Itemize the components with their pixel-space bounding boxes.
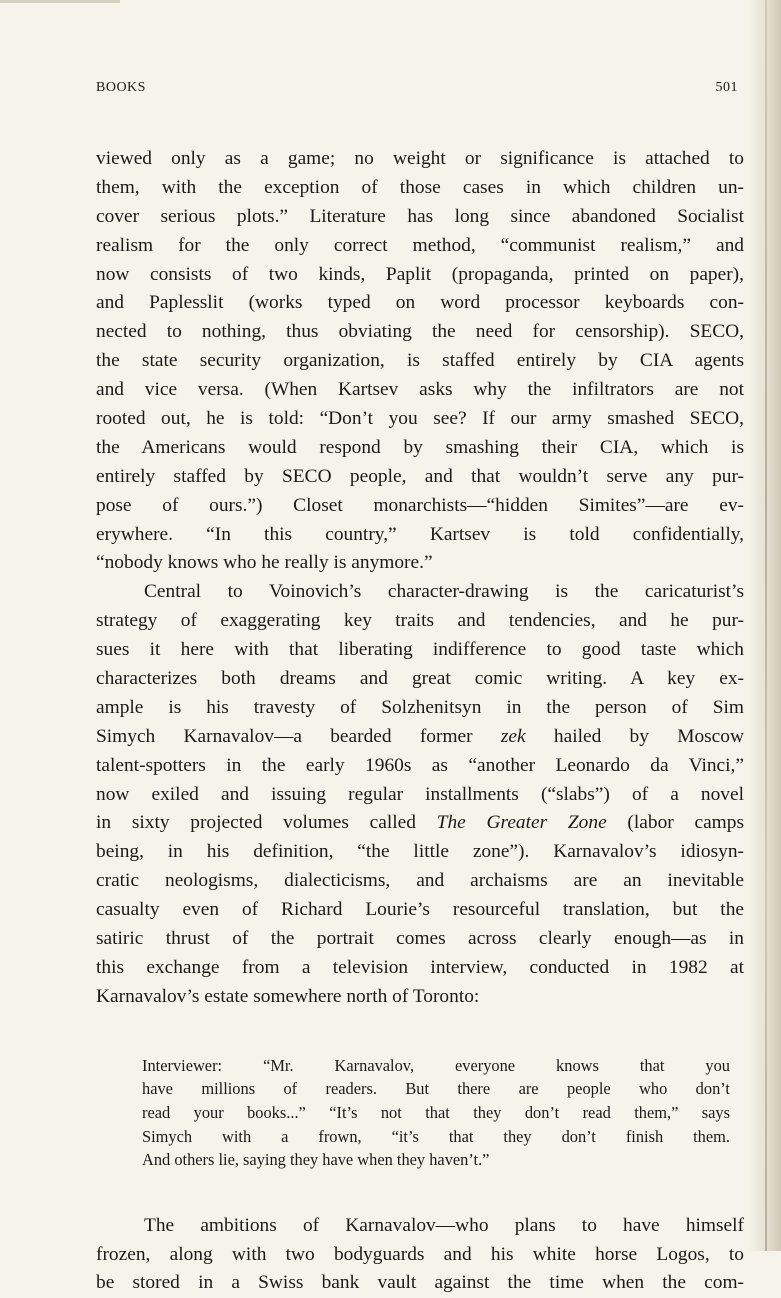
page-edge-line (765, 0, 767, 1251)
text-line (96, 809, 744, 838)
text-run: hailed by Moscow (525, 725, 744, 747)
spacer (96, 1172, 744, 1212)
text-line: pose of ours.”) Closet monarchists—“hidden Simites”—are ev- (96, 494, 744, 516)
text-line: “nobody knows who he really is anymore.” (96, 552, 433, 574)
text-line: sues it here with that liberating indifference to good taste which (96, 639, 744, 661)
page-top-rule (0, 0, 120, 3)
page-edge-shadow (747, 0, 781, 1251)
text-line: ample is his travesty of Solzhenitsyn in the person of Sim (96, 696, 744, 718)
text-line: erywhere. “In this country,” Kartsev is told confidentially, (96, 523, 744, 545)
text-line: cover serious plots.” Literature has long since abandoned Socialist (96, 205, 744, 227)
quote-line: And others lie, saying they have when they haven’t.” (142, 1150, 490, 1170)
text-line: talent-spotters in the early 1960s as “another Leonardo da Vinci,” (96, 754, 744, 776)
text-line: frozen, along with two bodyguards and his white horse Logos, to (96, 1243, 744, 1265)
italic-term: zek (500, 725, 526, 747)
quote-line: have millions of readers. But there are people who don’t (142, 1079, 730, 1099)
text-run: (labor camps (606, 812, 745, 834)
text-line: satiric thrust of the portrait comes across clearly enough—as in (96, 928, 744, 950)
text-line: Karnavalov’s estate somewhere north of Toronto: (96, 985, 480, 1007)
text-line: and vice versa. (When Kartsev asks why the infiltrators are not (96, 379, 744, 401)
text-line: cratic neologisms, dialecticisms, and archaisms are an inevitable (96, 870, 744, 892)
block-quote (142, 1054, 730, 1172)
quote-line: read your books...” “It’s not that they don’t read them,” says (142, 1102, 730, 1122)
running-head: BOOKS (96, 80, 146, 95)
text-line: rooted out, he is told: “Don’t you see? If our army smashed SECO, (96, 408, 744, 430)
text-line: now exiled and issuing regular installments (“slabs”) of a novel (96, 783, 744, 805)
page-number: 501 (715, 80, 738, 95)
text-line: the Americans would respond by smashing their CIA, which is (96, 436, 744, 458)
text-line: now consists of two kinds, Paplit (propaganda, printed on paper), (96, 263, 744, 285)
text-line: characterizes both dreams and great comic writing. A key ex- (96, 668, 744, 690)
text-line: The ambitions of Karnavalov—who plans to have himself (144, 1214, 744, 1236)
text-run: Simych Karnavalov—a bearded former (96, 725, 501, 747)
quote-line: Interviewer: “Mr. Karnavalov, everyone knows that you (142, 1055, 730, 1075)
text-line: Central to Voinovich’s character-drawing is the caricaturist’s (144, 581, 744, 603)
text-line (96, 723, 744, 752)
paragraph-2 (96, 578, 744, 1011)
article-body (96, 145, 744, 1298)
text-run: in sixty projected volumes called (96, 812, 437, 834)
spacer (96, 1012, 744, 1054)
text-line: strategy of exaggerating key traits and tendencies, and he pur- (96, 610, 744, 632)
text-line: entirely staffed by SECO people, and that wouldn’t serve any pur- (96, 465, 744, 487)
text-line: this exchange from a television interview, conducted in 1982 at (96, 956, 744, 978)
text-line: and Paplesslit (works typed on word processor keyboards con- (96, 292, 744, 314)
paragraph-3 (96, 1212, 744, 1298)
quote-line: Simych with a frown, “it’s that they don’t finish them. (142, 1126, 730, 1146)
text-line: viewed only as a game; no weight or significance is attached to (96, 148, 744, 169)
text-line: the state security organization, is staffed entirely by CIA agents (96, 350, 744, 372)
text-line: nected to nothing, thus obviating the need for censorship). SECO, (96, 321, 744, 343)
text-line: realism for the only correct method, “communist realism,” and (96, 234, 744, 256)
text-line: be stored in a Swiss bank vault against the time when the com- (96, 1272, 744, 1294)
text-line: casualty even of Richard Lourie’s resourceful translation, but the (96, 899, 744, 921)
page-header (96, 80, 738, 100)
paragraph-1 (96, 145, 744, 578)
book-title: The Greater Zone (436, 812, 607, 834)
text-line: them, with the exception of those cases in which children un- (96, 176, 744, 198)
text-line: being, in his definition, “the little zone”). Karnavalov’s idiosyn- (96, 841, 744, 863)
